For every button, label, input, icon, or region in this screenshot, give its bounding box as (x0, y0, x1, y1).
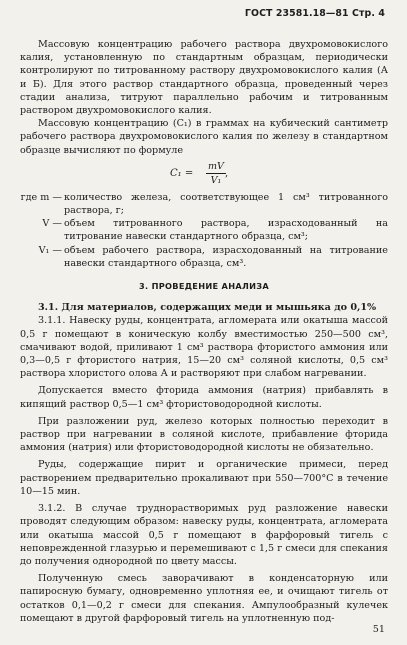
page-number: 51 (372, 624, 385, 635)
paragraph-decomposition: При разложении руд, железо которых полностью переходит в раствор при нагревании в соляной кислоте, прибавление фторида аммония (натрия) или фтористоводородной кислоты не обязательно. (20, 415, 388, 454)
subsection-heading: 3.1. Для материалов, содержащих меди и мышьяка до 0,1% (38, 302, 377, 314)
formula-comma: , (225, 167, 229, 179)
definition-term: V₁ — (38, 244, 62, 256)
definition-text: объем титрованного раствора, израсходованный на титрование навески стандартного образца, см³; (64, 218, 388, 243)
concentration-formula (20, 160, 388, 186)
paragraph-alternative: Допускается вместо фторида аммония (натрия) прибавлять в кипящий раствор 0,5—1 см³ фтористоводородной кислоты. (20, 385, 388, 410)
formula-denominator: V₁ (210, 175, 222, 187)
paragraph-pyrite: Руды, содержащие пирит и органические примеси, перед растворением предварительно прокаливают при 550—700°С в течение 10—15 мин. (20, 459, 388, 497)
paragraph-sintering: Полученную смесь заворачивают в конденсаторную или папиросную бумагу, одновременно уплотняя ее, и очищают тигель от остатков 0,1—0,2 г смеси для спекания. Ампулообразный кулечек помещают в другой фарфоровый тигель на уплотненную под- (20, 573, 388, 624)
variable-definitions (20, 191, 388, 270)
paragraph-3-1-1: 3.1.1. Навеску руды, концентрата, агломерата или окатыша массой 0,5 г помещают в коническую колбу вместимостью 250—500 см³, смачивают водой, приливают 1 см³ раствора фтористого аммония или 0,3—0,5 г фтористого натрия, 15—20 см³ соляной кислоты, 0,5 см³ раствора хлористого олова А и растворяют при слабом нагревании. (20, 315, 388, 380)
formula-numerator: mV (208, 160, 224, 172)
formula-lhs: C₁ = (170, 167, 194, 179)
definition-row (20, 191, 388, 217)
intro-paragraph-2: Массовую концентрацию (C₁) в граммах на кубический сантиметр рабочего раствора двухромовокислого калия по железу в стандартном образце вычисляют по формуле (20, 118, 388, 156)
formula-fraction (206, 160, 229, 187)
page-body (20, 38, 388, 625)
definition-term: где m — (20, 191, 62, 203)
paragraph-3-1-2: 3.1.2. В случае труднорастворимых руд разложение навески проводят следующим образом: навеску руды, концентрата, агломерата или окатыша массой 0,5 г помещают в фарфоровый тигель с неповрежденной глазурью и перемешивают с 1,5 г смеси для спекания до получения однородной по цвету массы. (20, 503, 388, 567)
running-header: ГОСТ 23581.18—81 Стр. 4 (244, 8, 385, 19)
definition-text: объем рабочего раствора, израсходованный на титрование навески стандартного образца, см³. (64, 244, 388, 269)
definition-term: V — (42, 218, 62, 230)
intro-paragraph-1: Массовую концентрацию рабочего раствора двухромовокислого калия, установленную по стандартным образцам, периодически контролируют по титрованному раствору двухромовокислого калия (А и Б). Для этого раствор стандартного образца, проведенный через стадии анализа, титруют параллельно рабочим и титрованным раствором двухромовокислого калия. (20, 39, 388, 117)
section-heading: 3. ПРОВЕДЕНИЕ АНАЛИЗА (139, 281, 269, 292)
definition-row (20, 217, 388, 243)
definition-text: количество железа, соответствующее 1 см³ титрованного раствора, г; (64, 191, 388, 217)
definition-row (20, 244, 388, 270)
